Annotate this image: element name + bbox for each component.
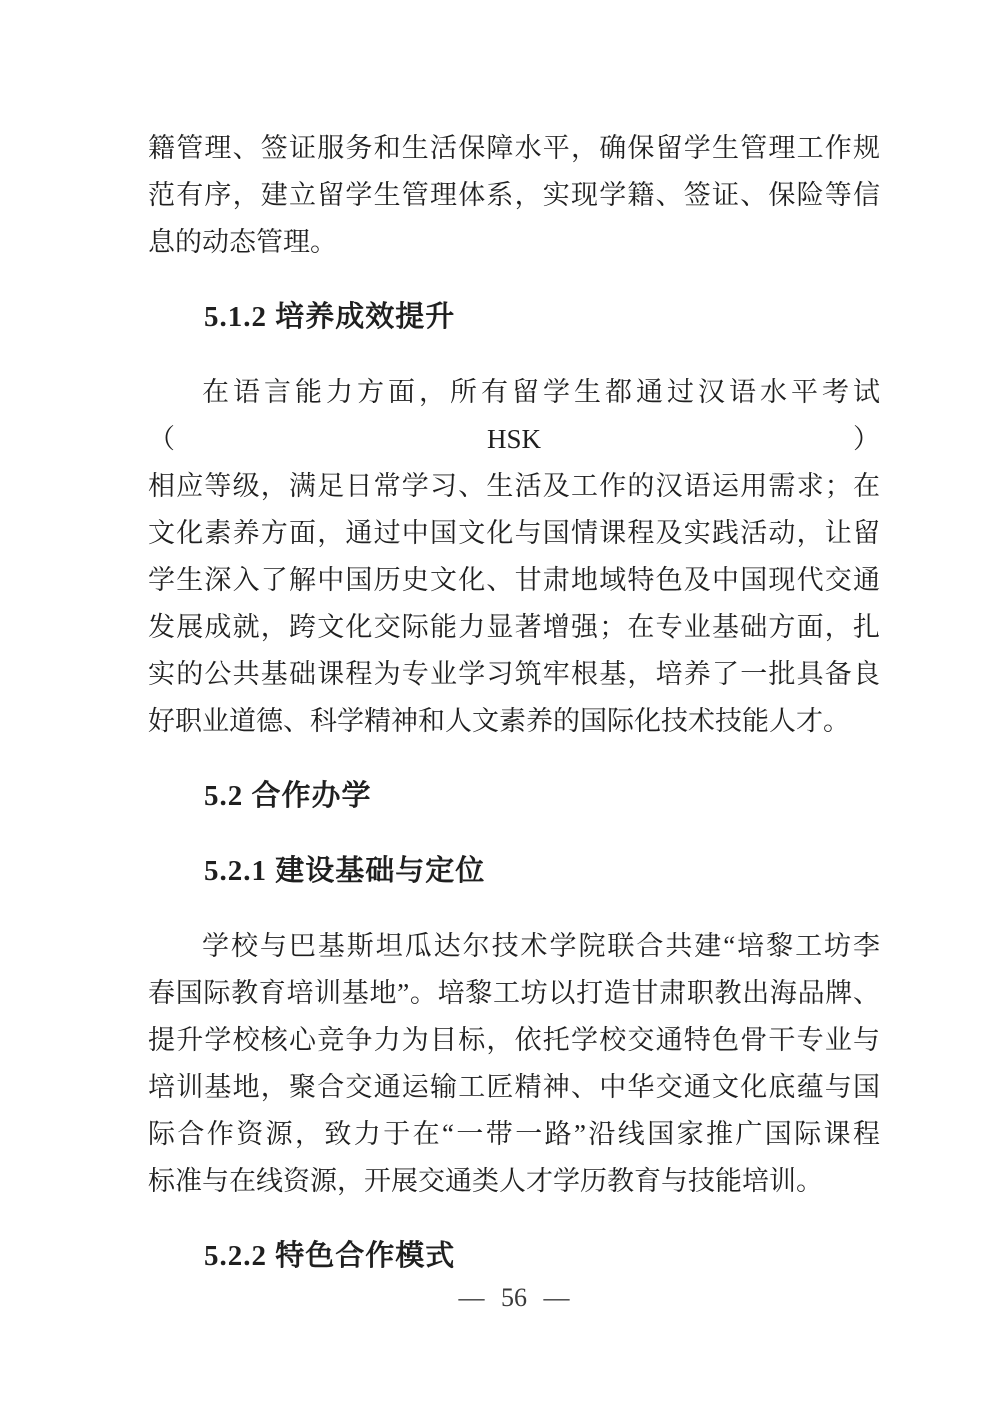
- page-footer: [148, 1281, 880, 1315]
- paragraph-line: 相应等级，满足日常学习、生活及工作的汉语运用需求；在: [148, 471, 880, 501]
- paragraph-line: 范有序，建立留学生管理体系，实现学籍、签证、保险等信: [148, 180, 880, 210]
- paragraph-line: 提升学校核心竞争力为目标，依托学校交通特色骨干专业与: [148, 1025, 880, 1055]
- paragraph-line: 学生深入了解中国历史文化、甘肃地域特色及中国现代交通: [148, 565, 880, 595]
- paragraph-line: 际合作资源，致力于在“一带一路”沿线国家推广国际课程: [148, 1119, 880, 1149]
- paragraph-cooperation-basis: [148, 923, 880, 1205]
- page-number: — 56 —: [458, 1283, 570, 1312]
- section-heading-5-1-2: 5.1.2 培养成效提升: [204, 301, 456, 333]
- paragraph-line: 文化素养方面，通过中国文化与国情课程及实践活动，让留: [148, 518, 880, 548]
- document-content: [148, 125, 880, 1308]
- paragraph-line: 春国际教育培训基地”。培黎工坊以打造甘肃职教出海品牌、: [148, 978, 880, 1008]
- paragraph-continued: [148, 125, 880, 266]
- paragraph-training-outcomes: [148, 369, 880, 745]
- section-heading-5-2-2: 5.2.2 特色合作模式: [204, 1240, 456, 1272]
- paragraph-line: 籍管理、签证服务和生活保障水平，确保留学生管理工作规: [148, 133, 880, 163]
- paragraph-line: 学校与巴基斯坦瓜达尔技术学院联合共建“培黎工坊李: [202, 931, 880, 961]
- paragraph-line: 标准与在线资源，开展交通类人才学历教育与技能培训。: [148, 1166, 823, 1196]
- paragraph-line: 好职业道德、科学精神和人文素养的国际化技术技能人才。: [148, 706, 850, 736]
- paragraph-line: 在语言能力方面，所有留学生都通过汉语水平考试（HSK）: [148, 377, 880, 454]
- paragraph-line: 发展成就，跨文化交际能力显著增强；在专业基础方面，扎: [148, 612, 880, 642]
- paragraph-line: 息的动态管理。: [148, 227, 337, 257]
- section-heading-5-2-1: 5.2.1 建设基础与定位: [204, 855, 486, 887]
- paragraph-line: 培训基地，聚合交通运输工匠精神、中华交通文化底蕴与国: [148, 1072, 880, 1102]
- paragraph-line: 实的公共基础课程为专业学习筑牢根基，培养了一批具备良: [148, 659, 880, 689]
- section-heading-5-2: 5.2 合作办学: [204, 780, 372, 812]
